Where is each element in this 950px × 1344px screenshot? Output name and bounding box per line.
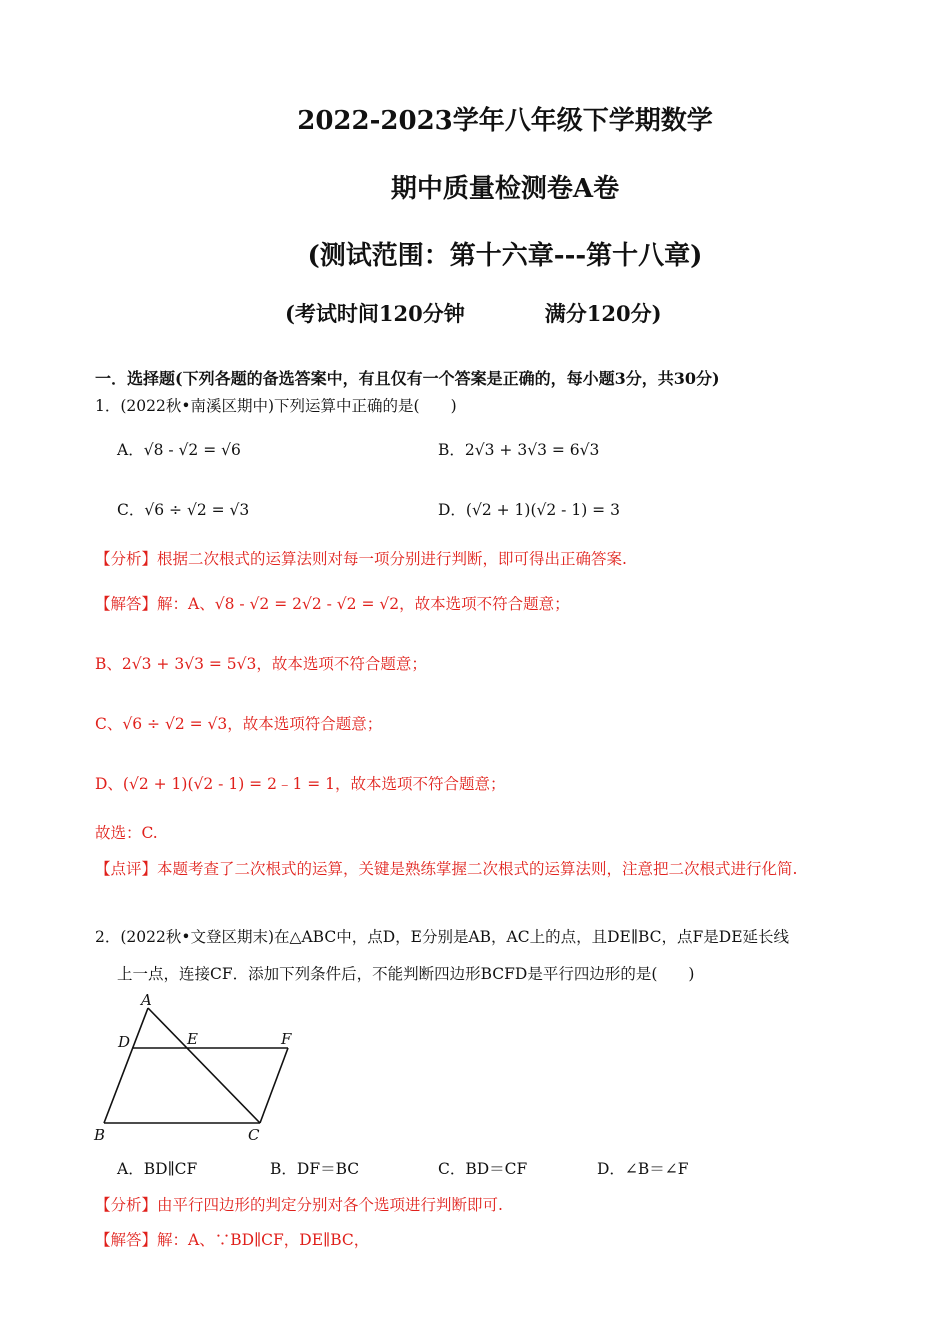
q2-stem-line1: 2．(2022秋•文登区期末)在△ABC中，点D，E分别是AB，AC上的点，且DE∥BC，点F是DE延长线 (95, 928, 790, 946)
segment-cf (260, 1048, 288, 1123)
q1-analysis (95, 547, 627, 569)
solution-tag: 【解答】 (95, 595, 158, 613)
analysis-text: 根据二次根式的运算法则对每一项分别进行判断，即可得出正确答案. (157, 550, 627, 568)
solution-tag: 【解答】 (95, 1231, 158, 1249)
comment-tag: 【点评】 (95, 860, 158, 878)
q1-choice: 故选：C. (95, 824, 158, 842)
exam-time: (考试时间120分钟 (285, 301, 465, 326)
q1-solution-a (95, 592, 570, 614)
q1-option-b: B．2√3 + 3√3 = 6√3 (438, 441, 600, 459)
q1-stem: 1．(2022秋•南溪区期中)下列运算中正确的是( ) (95, 397, 457, 415)
label-e: E (187, 1030, 198, 1048)
segment-ac (148, 1008, 260, 1123)
solution-text: 解：A、√8 - √2 = 2√2 - √2 = √2，故本选项不符合题意； (157, 595, 570, 613)
q2-option-a: A．BD∥CF (117, 1160, 198, 1178)
q1-comment (95, 857, 797, 879)
exam-info (285, 298, 662, 328)
q1-solution-d: D、(√2 + 1)(√2 - 1) = 2﹣1 = 1，故本选项不符合题意； (95, 775, 506, 793)
q2-stem-line2: 上一点，连接CF．添加下列条件后，不能判断四边形BCFD是平行四边形的是( ) (117, 965, 695, 983)
solution-text: 解：A、∵BD∥CF，DE∥BC， (157, 1231, 370, 1249)
q2-analysis (95, 1193, 503, 1215)
analysis-tag: 【分析】 (95, 1196, 158, 1214)
q1-option-c: C．√6 ÷ √2 = √3 (117, 501, 250, 519)
test-scope: (测试范围：第十六章---第十八章) (307, 241, 703, 271)
analysis-tag: 【分析】 (95, 550, 158, 568)
q2-option-c: C．BD＝CF (438, 1160, 528, 1178)
analysis-text: 由平行四边形的判定分别对各个选项进行判断即可. (157, 1196, 503, 1214)
q1-solution-c: C、√6 ÷ √2 = √3，故本选项符合题意； (95, 715, 383, 733)
label-c: C (248, 1126, 260, 1144)
section-title: 一．选择题(下列各题的备选答案中，有且仅有一个答案是正确的，每小题3分，共30分) (95, 369, 720, 388)
label-d: D (118, 1033, 131, 1051)
title-line2: 期中质量检测卷A卷 (390, 174, 620, 204)
label-b: B (94, 1126, 106, 1144)
segment-ab (104, 1008, 148, 1123)
q2-solution-a (95, 1228, 369, 1250)
q2-option-b: B．DF＝BC (270, 1160, 360, 1178)
q2-figure (90, 990, 305, 1150)
title-line1: 2022-2023学年八年级下学期数学 (297, 106, 713, 136)
label-a: A (141, 991, 152, 1009)
comment-text: 本题考查了二次根式的运算，关键是熟练掌握二次根式的运算法则，注意把二次根式进行化简. (157, 860, 798, 878)
label-f: F (281, 1030, 292, 1048)
q1-solution-b: B、2√3 + 3√3 = 5√3，故本选项不符合题意； (95, 655, 427, 673)
q1-option-a: A．√8 - √2 = √6 (117, 441, 241, 459)
q1-option-d: D．(√2 + 1)(√2 - 1) = 3 (438, 501, 620, 519)
full-score: 满分120分) (544, 301, 662, 326)
q2-option-d: D．∠B＝∠F (597, 1160, 689, 1178)
